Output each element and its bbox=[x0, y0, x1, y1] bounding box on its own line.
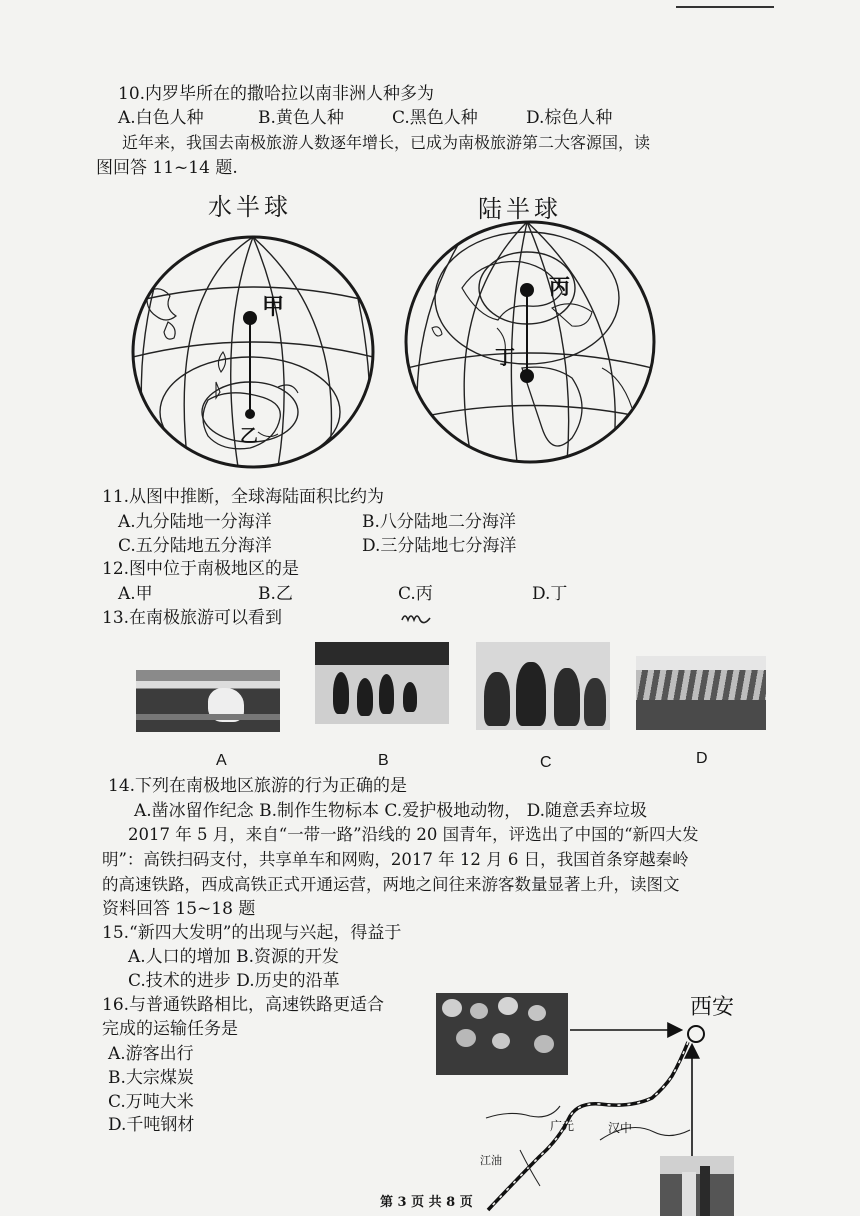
q12-stem: 12.图中位于南极地区的是 bbox=[102, 559, 300, 579]
q15-stem: 15.“新四大发明”的出现与兴起，得益于 bbox=[102, 923, 402, 943]
city-jiangyou-label: 江油 bbox=[480, 1154, 502, 1167]
q10-option-c: C.黑色人种 bbox=[392, 108, 478, 128]
photo-option-c bbox=[476, 642, 610, 730]
q12-option-b: B.乙 bbox=[258, 584, 293, 604]
q16-option-c: C.万吨大米 bbox=[108, 1092, 194, 1112]
q10-option-a: A.白色人种 bbox=[118, 108, 204, 128]
intro1-line2: 图回答 11~14 题. bbox=[96, 158, 238, 178]
point-jia-label: 甲 bbox=[262, 295, 285, 320]
city-hanzhong-label: 汉中 bbox=[608, 1121, 633, 1135]
intro2-line1: 2017 年 5 月，来自“一带一路”沿线的 20 国青年，评选出了中国的“新四大发 bbox=[128, 825, 699, 844]
xi-cheng-railway-map bbox=[480, 990, 740, 1216]
point-jia-marker bbox=[243, 311, 257, 325]
point-yi-label: 乙 bbox=[240, 426, 258, 447]
header-rule bbox=[676, 6, 774, 8]
water-hemisphere-map bbox=[128, 232, 378, 472]
photo-option-d bbox=[636, 656, 766, 730]
point-bing-marker bbox=[520, 283, 534, 297]
q16-option-a: A.游客出行 bbox=[108, 1044, 194, 1064]
q15-options-row1: A.人口的增加 B.资源的开发 bbox=[128, 947, 339, 967]
intro2-line2: 明”：高铁扫码支付，共享单车和网购，2017 年 12 月 6 日，我国首条穿越秦岭 bbox=[102, 850, 689, 869]
xian-marker bbox=[688, 1026, 704, 1042]
q16-stem-line2: 完成的运输任务是 bbox=[102, 1019, 238, 1039]
q10-option-b: B.黄色人种 bbox=[258, 108, 344, 128]
q15-options-row2: C.技术的进步 D.历史的沿革 bbox=[128, 971, 340, 991]
q12-option-a: A.甲 bbox=[118, 584, 153, 604]
page-footer: 第 3 页 共 8 页 bbox=[380, 1195, 473, 1210]
q12-option-c: C.丙 bbox=[398, 584, 433, 604]
city-xian-label: 西安 bbox=[690, 995, 735, 1020]
photo-label-d: D bbox=[696, 750, 708, 767]
photo-option-a bbox=[136, 670, 280, 732]
q13-stem: 13.在南极旅游可以看到 bbox=[102, 608, 283, 628]
q11-option-b: B.八分陆地二分海洋 bbox=[362, 512, 516, 532]
water-hemisphere-title: 水半球 bbox=[208, 193, 292, 221]
handwritten-mark bbox=[400, 610, 434, 626]
q16-option-b: B.大宗煤炭 bbox=[108, 1068, 194, 1088]
q12-option-d: D.丁 bbox=[532, 584, 568, 604]
q10-stem: 10.内罗毕所在的撒哈拉以南非洲人种多为 bbox=[118, 84, 435, 104]
point-ding-label: 丁 bbox=[495, 345, 515, 369]
point-ding-marker bbox=[520, 369, 534, 383]
q16-option-d: D.千吨钢材 bbox=[108, 1115, 195, 1135]
q11-stem: 11.从图中推断，全球海陆面积比约为 bbox=[102, 487, 385, 507]
point-yi-marker bbox=[245, 409, 255, 419]
q10-option-d: D.棕色人种 bbox=[526, 108, 613, 128]
photo-label-a: A bbox=[216, 752, 227, 769]
q11-option-a: A.九分陆地一分海洋 bbox=[118, 512, 272, 532]
photo-label-b: B bbox=[378, 752, 389, 769]
photo-label-c: C bbox=[540, 754, 552, 771]
q11-option-d: D.三分陆地七分海洋 bbox=[362, 536, 517, 556]
intro2-line3: 的高速铁路，西成高铁正式开通运营，两地之间往来游客数量显著上升，读图文 bbox=[102, 875, 680, 894]
land-hemisphere-title: 陆半球 bbox=[478, 195, 562, 223]
city-guangyuan-label: 广元 bbox=[550, 1119, 575, 1133]
photo-option-b bbox=[315, 642, 449, 724]
intro1-line1: 近年来，我国去南极旅游人数逐年增长，已成为南极旅游第二大客源国，读 bbox=[122, 133, 651, 152]
q14-stem: 14.下列在南极地区旅游的行为正确的是 bbox=[108, 776, 408, 796]
q11-option-c: C.五分陆地五分海洋 bbox=[118, 536, 272, 556]
intro2-line4: 资料回答 15~18 题 bbox=[102, 899, 256, 919]
q16-stem-line1: 16.与普通铁路相比，高速铁路更适合 bbox=[102, 995, 385, 1015]
q14-options: A.凿冰留作纪念 B.制作生物标本 C.爱护极地动物， D.随意丢弃垃圾 bbox=[134, 801, 648, 821]
point-bing-label: 丙 bbox=[549, 275, 570, 299]
land-hemisphere-map bbox=[402, 218, 658, 466]
